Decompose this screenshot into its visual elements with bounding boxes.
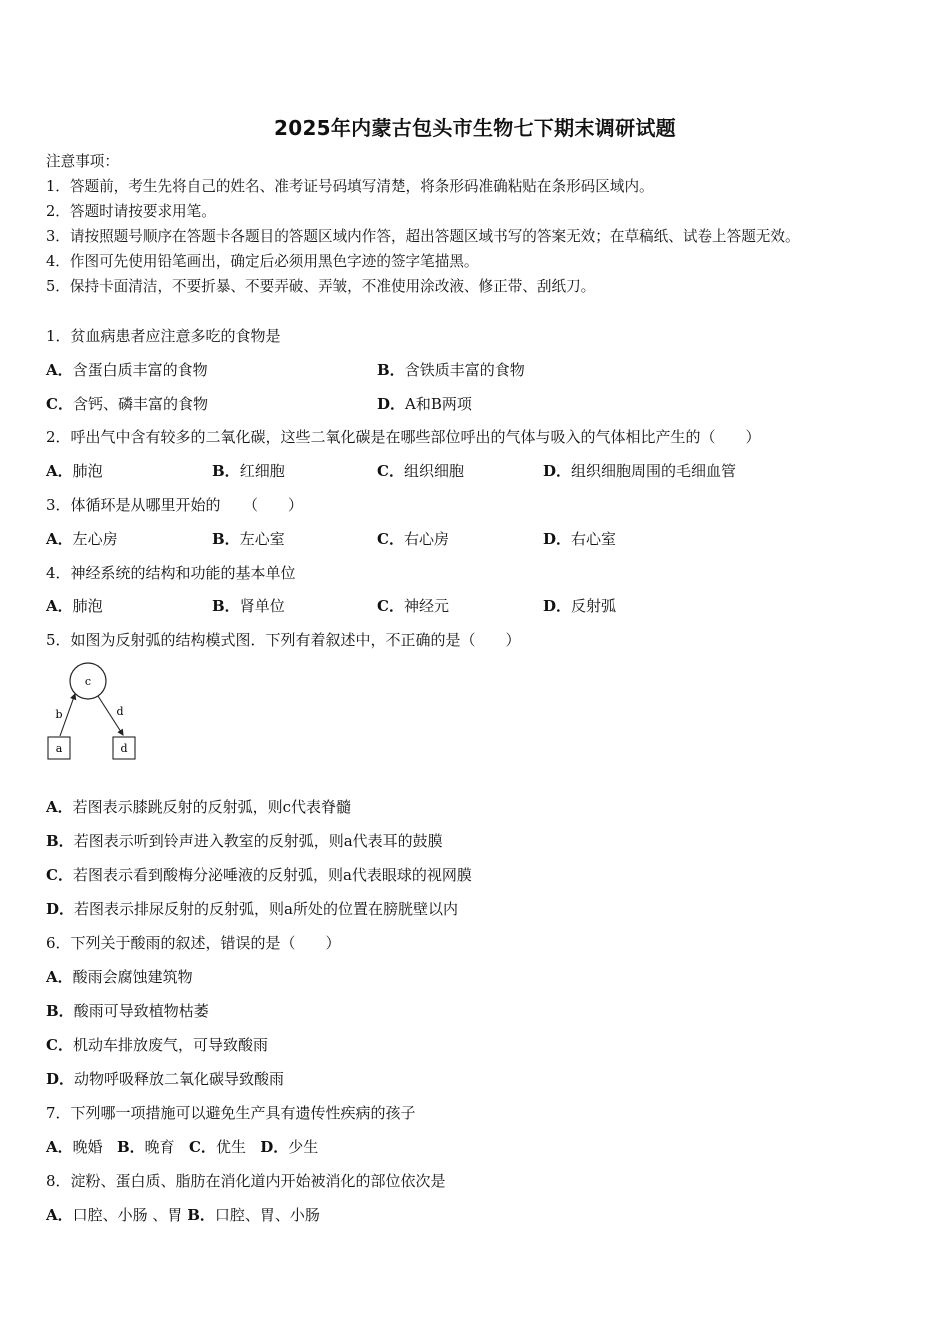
option-2d[interactable] bbox=[543, 461, 736, 481]
option-3d[interactable] bbox=[543, 529, 616, 549]
option-text: A和B两项 bbox=[405, 395, 472, 413]
option-text: 晚育 bbox=[144, 1138, 175, 1156]
option-key: A． bbox=[46, 462, 73, 480]
diagram-label-d: d bbox=[116, 705, 124, 718]
option-key: A． bbox=[46, 1138, 73, 1156]
option-8b[interactable] bbox=[187, 1206, 320, 1224]
option-text: 口腔、小肠 、胃 bbox=[72, 1206, 183, 1224]
option-key: D． bbox=[46, 1070, 75, 1088]
diagram-label-b: b bbox=[55, 708, 63, 721]
option-7b[interactable] bbox=[117, 1138, 175, 1156]
option-2b[interactable] bbox=[212, 461, 285, 481]
option-key: B． bbox=[46, 832, 74, 850]
option-text: 左心室 bbox=[239, 530, 285, 548]
options-row-7 bbox=[46, 1137, 318, 1157]
option-text: 若图表示排尿反射的反射弧，则a所处的位置在膀胱壁以内 bbox=[74, 900, 458, 918]
option-key: C． bbox=[377, 530, 404, 548]
diagram-label-c: c bbox=[84, 675, 92, 688]
question-stem-8: 8．淀粉、蛋白质、脂肪在消化道内开始被消化的部位依次是 bbox=[46, 1172, 446, 1190]
option-text: 优生 bbox=[215, 1138, 246, 1156]
option-text: 酸雨会腐蚀建筑物 bbox=[72, 968, 193, 986]
notice-item: 3．请按照题号顺序在答题卡各题目的答题区域内作答，超出答题区域书写的答案无效；在草稿纸、试卷上答题无效。 bbox=[46, 228, 800, 245]
option-key: A． bbox=[46, 1206, 73, 1224]
option-7d[interactable] bbox=[260, 1138, 318, 1156]
option-6d[interactable] bbox=[46, 1069, 284, 1089]
options-row-8 bbox=[46, 1205, 320, 1225]
option-4c[interactable] bbox=[377, 596, 449, 616]
option-key: B． bbox=[212, 462, 240, 480]
option-1b[interactable] bbox=[377, 360, 525, 380]
notice-item: 5．保持卡面清洁，不要折暴、不要弄破、弄皱，不准使用涂改液、修正带、刮纸刀。 bbox=[46, 278, 596, 295]
notice-item: 2．答题时请按要求用笔。 bbox=[46, 203, 216, 220]
option-key: D． bbox=[543, 597, 572, 615]
option-key: C． bbox=[188, 1138, 216, 1156]
option-text: 反射弧 bbox=[571, 597, 617, 615]
option-3c[interactable] bbox=[377, 529, 449, 549]
option-text: 肾单位 bbox=[239, 597, 285, 615]
option-1c[interactable] bbox=[46, 394, 208, 414]
option-key: B． bbox=[212, 597, 240, 615]
option-key: C． bbox=[46, 1036, 73, 1054]
option-key: B． bbox=[116, 1138, 145, 1156]
option-3a[interactable] bbox=[46, 529, 118, 549]
option-text: 肺泡 bbox=[72, 462, 103, 480]
option-key: D． bbox=[260, 1138, 289, 1156]
option-key: A． bbox=[46, 798, 73, 816]
option-8a[interactable] bbox=[46, 1206, 182, 1224]
option-text: 神经元 bbox=[403, 597, 449, 615]
option-text: 左心房 bbox=[72, 530, 118, 548]
option-key: B． bbox=[212, 530, 240, 548]
option-text: 组织细胞周围的毛细血管 bbox=[571, 462, 737, 480]
diagram-label-d-box: d bbox=[120, 742, 128, 755]
option-text: 少生 bbox=[288, 1138, 319, 1156]
option-key: D． bbox=[543, 462, 572, 480]
option-text: 组织细胞 bbox=[403, 462, 464, 480]
reflex-arc-diagram bbox=[44, 660, 140, 764]
question-stem-2: 2．呼出气中含有较多的二氧化碳，这些二氧化碳是在哪些部位呼出的气体与吸入的气体相比产生的（ ） bbox=[46, 428, 761, 446]
option-key: A． bbox=[46, 968, 73, 986]
option-text: 右心室 bbox=[571, 530, 617, 548]
page-title: 2025年内蒙古包头市生物七下期末调研试题 bbox=[274, 116, 676, 140]
option-text: 酸雨可导致植物枯萎 bbox=[73, 1002, 209, 1020]
option-key: A． bbox=[46, 597, 73, 615]
option-text: 若图表示膝跳反射的反射弧，则c代表脊髓 bbox=[72, 798, 352, 816]
option-key: C． bbox=[46, 395, 73, 413]
option-5a[interactable] bbox=[46, 797, 351, 817]
question-stem-5: 5．如图为反射弧的结构模式图．下列有着叙述中，不正确的是（ ） bbox=[46, 631, 521, 649]
option-3b[interactable] bbox=[212, 529, 285, 549]
option-7c[interactable] bbox=[189, 1138, 246, 1156]
option-4d[interactable] bbox=[543, 596, 616, 616]
option-text: 晚婚 bbox=[72, 1138, 103, 1156]
option-text: 动物呼吸释放二氧化碳导致酸雨 bbox=[74, 1070, 285, 1088]
question-stem-1: 1．贫血病患者应注意多吃的食物是 bbox=[46, 327, 281, 345]
option-1d[interactable] bbox=[377, 394, 472, 414]
option-2c[interactable] bbox=[377, 461, 464, 481]
option-text: 若图表示看到酸梅分泌唾液的反射弧，则a代表眼球的视网膜 bbox=[72, 866, 472, 884]
option-4b[interactable] bbox=[212, 596, 285, 616]
question-stem-6: 6．下列关于酸雨的叙述，错误的是（ ） bbox=[46, 934, 341, 952]
option-text: 红细胞 bbox=[239, 462, 285, 480]
notice-item: 1．答题前，考生先将自己的姓名、准考证号码填写清楚，将条形码准确粘贴在条形码区域内。 bbox=[46, 178, 654, 195]
option-key: D． bbox=[377, 395, 406, 413]
option-text: 含蛋白质丰富的食物 bbox=[72, 361, 208, 379]
option-2a[interactable] bbox=[46, 461, 103, 481]
option-key: A． bbox=[46, 361, 73, 379]
option-text: 若图表示听到铃声进入教室的反射弧，则a代表耳的鼓膜 bbox=[73, 832, 443, 850]
question-stem-3: 3．体循环是从哪里开始的 （ ） bbox=[46, 496, 304, 514]
notice-heading: 注意事项： bbox=[46, 153, 119, 170]
option-6a[interactable] bbox=[46, 967, 193, 987]
option-5c[interactable] bbox=[46, 865, 472, 885]
diagram-label-a: a bbox=[55, 742, 63, 755]
option-key: D． bbox=[46, 900, 75, 918]
option-4a[interactable] bbox=[46, 596, 103, 616]
option-6c[interactable] bbox=[46, 1035, 268, 1055]
option-5d[interactable] bbox=[46, 899, 458, 919]
option-text: 机动车排放废气，可导致酸雨 bbox=[72, 1036, 268, 1054]
option-text: 右心房 bbox=[403, 530, 449, 548]
option-key: B． bbox=[377, 361, 405, 379]
option-text: 含铁质丰富的食物 bbox=[404, 361, 525, 379]
option-key: C． bbox=[377, 597, 404, 615]
question-stem-4: 4．神经系统的结构和功能的基本单位 bbox=[46, 564, 296, 582]
option-key: D． bbox=[543, 530, 572, 548]
notice-item: 4．作图可先使用铅笔画出，确定后必须用黑色字迹的签字笔描黑。 bbox=[46, 253, 479, 270]
option-key: B． bbox=[46, 1002, 74, 1020]
option-7a[interactable] bbox=[46, 1138, 103, 1156]
option-text: 口腔、胃、小肠 bbox=[214, 1206, 320, 1224]
option-key: A． bbox=[46, 530, 73, 548]
option-key: C． bbox=[46, 866, 73, 884]
option-key: B． bbox=[187, 1206, 215, 1224]
question-stem-7: 7．下列哪一项措施可以避免生产具有遗传性疾病的孩子 bbox=[46, 1104, 416, 1122]
option-1a[interactable] bbox=[46, 360, 208, 380]
option-key: C． bbox=[377, 462, 404, 480]
option-5b[interactable] bbox=[46, 831, 443, 851]
option-text: 肺泡 bbox=[72, 597, 103, 615]
option-6b[interactable] bbox=[46, 1001, 209, 1021]
option-text: 含钙、磷丰富的食物 bbox=[72, 395, 208, 413]
